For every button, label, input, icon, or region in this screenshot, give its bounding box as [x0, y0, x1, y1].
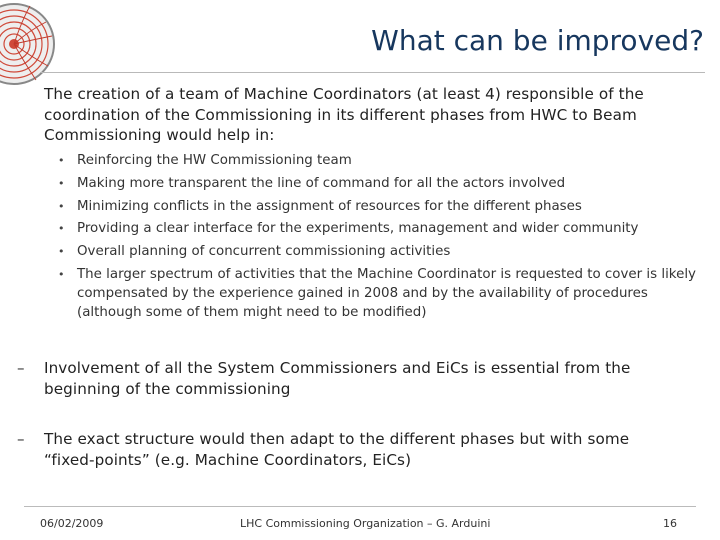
- list-item: • Minimizing conflicts in the assignment of resources for the different phases: [58, 197, 698, 216]
- point-involvement: Involvement of all the System Commissioners and EiCs is essential from the beginning of the commissioning: [44, 359, 631, 398]
- list-item: • Reinforcing the HW Commissioning team: [58, 151, 698, 170]
- lhc-logo-icon: [0, 0, 56, 90]
- page-title: What can be improved?: [371, 24, 704, 57]
- list-item: • Making more transparent the line of command for all the actors involved: [58, 174, 698, 193]
- list-item: • The larger spectrum of activities that the Machine Coordinator is requested to cover is likely compensated by the experience gained in 2008 and by the availability of procedures (although some of them might need to be modified): [58, 265, 698, 322]
- footer-divider: [24, 506, 696, 507]
- list-item: • Overall planning of concurrent commissioning activities: [58, 242, 698, 261]
- dash-marker: –: [17, 359, 25, 377]
- title-divider: [40, 72, 705, 73]
- footer-date: 06/02/2009: [40, 517, 104, 530]
- dash-marker: –: [17, 430, 25, 448]
- point-structure: The exact structure would then adapt to the different phases but with some “fixed-points” (e.g. Machine Coordinators, EiCs): [44, 430, 630, 469]
- footer-title: LHC Commissioning Organization – G. Arduini: [240, 517, 491, 530]
- list-item: • Providing a clear interface for the experiments, management and wider community: [58, 219, 698, 238]
- benefits-list: [58, 151, 698, 326]
- point-machine-coordinators: The creation of a team of Machine Coordinators (at least 4) responsible of the coordination of the Commissioning in its different phases from HWC to Beam Commissioning would help in:: [44, 85, 644, 144]
- page-number: 16: [663, 517, 677, 530]
